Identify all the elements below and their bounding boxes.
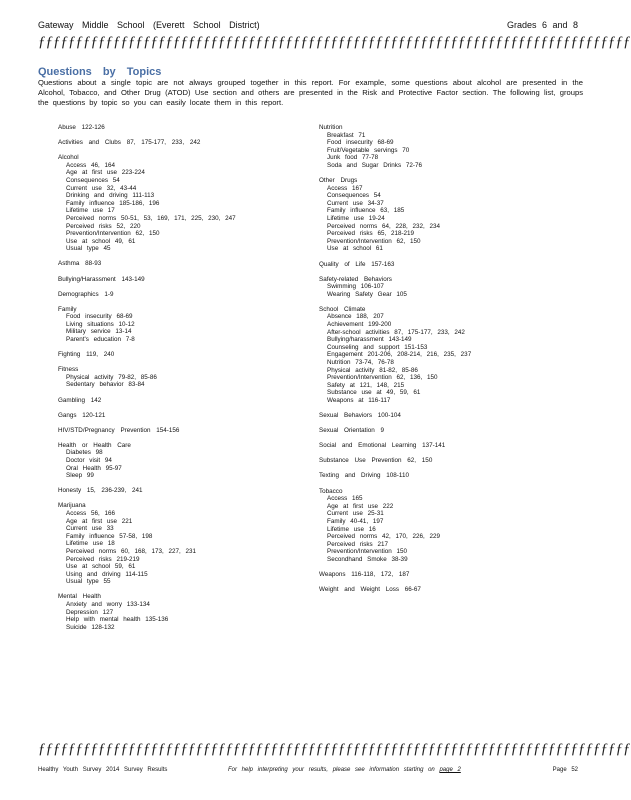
top-divider: ƒƒƒƒƒƒƒƒƒƒƒƒƒƒƒƒƒƒƒƒƒƒƒƒƒƒƒƒƒƒƒƒƒƒƒƒƒƒƒƒƒƒƒƒƒƒƒƒƒƒƒƒƒƒƒƒƒƒƒƒƒƒƒƒƒƒƒƒƒƒƒƒƒƒƒƒƒƒƒ <box>38 34 631 50</box>
topic-title: Social and Emotional Learning 137-141 <box>319 442 446 450</box>
topic-group <box>58 260 298 268</box>
topic-group <box>58 412 298 420</box>
topic-subitem: Perceived norms 50-51, 53, 169, 171, 225, 230, 247 <box>66 214 236 222</box>
topic-subitem: Swimming 106-107 <box>327 283 384 291</box>
topic-subitem: Living situations 10-12 <box>66 320 135 328</box>
topic-group <box>319 586 569 594</box>
topic-title: Activities and Clubs 87, 175-177, 233, 242 <box>58 139 201 147</box>
topic-subitem: Lifetime use 16 <box>327 525 376 533</box>
topic-subitem: Consequences 54 <box>327 192 381 200</box>
topic-title: Nutrition <box>319 124 343 131</box>
report-school-header: Gateway Middle School (Everett School District) <box>38 20 260 30</box>
footer-help-text: For help interpreting your results, please see information starting on <box>228 767 435 773</box>
topic-subitem: Secondhand Smoke 38-39 <box>327 555 408 563</box>
topic-title: Tobacco <box>319 487 343 495</box>
topic-title: Mental Health <box>58 593 101 601</box>
topic-group <box>58 442 298 480</box>
topic-title: Alcohol <box>58 154 79 162</box>
topic-subitem: Access 167 <box>327 184 363 192</box>
topic-title: Weapons 116-118, 172, 187 <box>319 571 410 578</box>
topic-subitem: Use at school 49, 61 <box>66 237 136 245</box>
topic-subitem: Use at school 61 <box>327 245 383 253</box>
topic-group <box>319 124 569 170</box>
topic-title: Substance Use Prevention 62, 150 <box>319 457 433 465</box>
topic-group <box>58 397 298 405</box>
topic-subitem: Current use 25-31 <box>327 510 384 518</box>
topic-group <box>319 442 569 450</box>
topic-subitem: Lifetime use 19-24 <box>327 215 385 223</box>
topic-subitem: Family 40-41, 197 <box>327 517 384 525</box>
topic-subitem: Perceived norms 42, 170, 226, 229 <box>327 533 441 541</box>
bottom-divider: ƒƒƒƒƒƒƒƒƒƒƒƒƒƒƒƒƒƒƒƒƒƒƒƒƒƒƒƒƒƒƒƒƒƒƒƒƒƒƒƒƒƒƒƒƒƒƒƒƒƒƒƒƒƒƒƒƒƒƒƒƒƒƒƒƒƒƒƒƒƒƒƒƒƒƒƒƒƒƒ <box>38 741 631 757</box>
topic-subitem: Anxiety and worry 133-134 <box>66 601 150 608</box>
topic-group <box>58 139 298 147</box>
footer-page-link[interactable]: page 2 <box>439 767 461 773</box>
topic-title: Safety-related Behaviors <box>319 275 392 283</box>
topic-subitem: Perceived risks 52, 220 <box>66 222 141 230</box>
topic-title: Bullying/Harassment 143-149 <box>58 275 145 283</box>
topic-subitem: Achievement 199-200 <box>327 321 392 329</box>
footer-survey-title: Healthy Youth Survey 2014 Survey Results <box>38 767 168 773</box>
topic-subitem: Prevention/Intervention 62, 150 <box>66 230 160 238</box>
topic-group <box>58 427 298 435</box>
topic-subitem: Food insecurity 68-69 <box>327 139 394 147</box>
topic-title: Marijuana <box>58 502 86 510</box>
topic-subitem: Wearing Safety Gear 105 <box>327 290 407 298</box>
topic-subitem: Perceived risks 219-219 <box>66 555 140 563</box>
topic-title: Other Drugs <box>319 177 358 185</box>
topic-group <box>58 502 298 586</box>
topic-subitem: Family influence 63, 185 <box>327 207 405 215</box>
topic-subitem: Use at school 59, 61 <box>66 563 136 571</box>
topic-subitem: Bullying/harassment 143-149 <box>327 336 412 344</box>
topic-group <box>58 366 298 389</box>
section-title: Questions by Topics <box>38 66 162 78</box>
topic-title: School Climate <box>319 305 366 313</box>
topic-group <box>58 276 298 284</box>
topic-subitem: Age at first use 223-224 <box>66 169 145 177</box>
topic-subitem: Suicide 128-132 <box>66 623 115 631</box>
topic-group <box>319 571 569 579</box>
topic-group <box>319 261 569 269</box>
topic-subitem: Usual type 45 <box>66 245 111 253</box>
topic-subitem: Substance use at 49, 59, 61 <box>327 389 421 397</box>
topics-right-column <box>319 124 569 601</box>
topic-subitem: Family influence 185-186, 196 <box>66 199 160 207</box>
topic-subitem: Perceived norms 64, 228, 232, 234 <box>327 222 441 230</box>
topic-subitem: Counseling and support 151-153 <box>327 343 428 351</box>
topic-title: Texting and Driving 108-110 <box>319 472 409 480</box>
topic-subitem: Access 56, 166 <box>66 509 116 517</box>
topic-subitem: Current use 34-37 <box>327 199 384 207</box>
section-intro: Questions about a single topic are not always grouped together in this report. For example, some questions about alcohol are presented in the Alcohol, Tobacco, and Other Drug (ATOD) Use section and others are presented in the Risk and Protective Factor section. The following list, groups the questions by topic so you can easily locate them in this report. <box>38 78 583 107</box>
topic-subitem: Age at first use 222 <box>327 502 394 510</box>
topic-subitem: Soda and Sugar Drinks 72-76 <box>327 161 422 169</box>
topic-subitem: Prevention/Intervention 62, 150 <box>327 237 421 245</box>
topic-group <box>319 488 569 564</box>
topic-group <box>58 351 298 359</box>
footer-help-note <box>228 767 461 773</box>
topic-title: Demographics 1-9 <box>58 290 114 298</box>
topic-subitem: Lifetime use 18 <box>66 540 115 548</box>
topic-subitem: Food insecurity 68-69 <box>66 313 133 321</box>
report-grades-header: Grades 6 and 8 <box>506 20 578 30</box>
topic-title: HIV/STD/Pregnancy Prevention 154-156 <box>58 426 180 434</box>
topic-subitem: Oral Health 95-97 <box>66 464 122 472</box>
topic-subitem: Diabetes 98 <box>66 449 103 457</box>
topic-title: Weight and Weight Loss 66-67 <box>319 586 421 594</box>
topic-group <box>319 177 569 253</box>
topic-subitem: Consequences 54 <box>66 176 120 184</box>
topic-subitem: Current use 32, 43-44 <box>66 184 137 192</box>
topic-subitem: After-school activities 87, 175-177, 233, 242 <box>327 328 465 336</box>
topic-group <box>58 487 298 495</box>
topic-subitem: Nutrition 73-74, 76-78 <box>327 359 394 367</box>
topic-subitem: Physical activity 79-82, 85-86 <box>66 373 157 381</box>
topic-subitem: Military service 13-14 <box>66 328 132 336</box>
topic-subitem: Sedentary behavior 83-84 <box>66 381 145 389</box>
topic-subitem: Help with mental health 135-136 <box>66 616 169 624</box>
topic-subitem: Access 165 <box>327 495 363 503</box>
topic-group <box>319 306 569 405</box>
topic-title: Quality of Life 157-163 <box>319 260 395 268</box>
topic-subitem: Breakfast 71 <box>327 131 366 139</box>
topic-title: Health or Health Care <box>58 441 131 449</box>
topic-subitem: Depression 127 <box>66 608 114 616</box>
topic-title: Fitness <box>58 366 79 374</box>
topic-title: Asthma 88-93 <box>58 260 102 268</box>
topic-title: Family <box>58 305 77 313</box>
topic-group <box>58 291 298 299</box>
topic-group <box>58 306 298 344</box>
topic-title: Fighting 119, 240 <box>58 351 115 359</box>
topic-group <box>319 472 569 480</box>
topic-group <box>319 276 569 299</box>
topic-subitem: Perceived norms 60, 168, 173, 227, 231 <box>66 547 197 555</box>
topic-subitem: Perceived risks 217 <box>327 540 388 548</box>
topic-subitem: Using and driving 114-115 <box>66 570 148 578</box>
page-number: Page 52 <box>552 767 578 773</box>
topic-group <box>58 124 298 132</box>
topic-title: Gangs 120-121 <box>58 411 106 419</box>
topic-subitem: Weapons at 116-117 <box>327 397 391 404</box>
topic-subitem: Parent's education 7-8 <box>66 336 135 344</box>
topic-group <box>58 154 298 253</box>
topic-title: Honesty 15, 236-239, 241 <box>58 487 143 495</box>
topic-title: Gambling 142 <box>58 396 102 404</box>
topic-subitem: Perceived risks 65, 218-219 <box>327 230 415 238</box>
topic-title: Abuse 122-126 <box>58 124 105 131</box>
topic-group <box>319 427 569 435</box>
topic-subitem: Physical activity 81-82, 85-86 <box>327 366 418 374</box>
topic-subitem: Access 46, 164 <box>66 161 116 169</box>
topic-subitem: Current use 33 <box>66 525 114 533</box>
topic-subitem: Sleep 99 <box>66 472 94 480</box>
topic-subitem: Age at first use 221 <box>66 517 133 525</box>
topic-subitem: Doctor visit 94 <box>66 457 112 464</box>
topic-subitem: Lifetime use 17 <box>66 207 115 215</box>
topic-subitem: Family influence 57-58, 198 <box>66 532 153 540</box>
topic-title: Sexual Behaviors 100-104 <box>319 412 401 420</box>
topic-subitem: Drinking and driving 111-113 <box>66 192 155 200</box>
topic-subitem: Prevention/Intervention 150 <box>327 548 408 556</box>
topic-group <box>319 412 569 420</box>
topic-subitem: Absence 188, 207 <box>327 313 384 321</box>
topic-subitem: Usual type 55 <box>66 578 111 586</box>
topic-subitem: Junk food 77-78 <box>327 154 379 162</box>
topic-subitem: Safety at 121, 148, 215 <box>327 381 405 389</box>
topic-subitem: Engagement 201-206, 208-214, 216, 235, 237 <box>327 351 472 359</box>
topics-left-column <box>58 124 298 639</box>
topic-group <box>319 457 569 465</box>
topic-title: Sexual Orientation 9 <box>319 427 385 435</box>
topic-group <box>58 593 298 631</box>
topic-subitem: Fruit/Vegetable servings 70 <box>327 146 410 154</box>
topic-subitem: Prevention/Intervention 62, 136, 150 <box>327 374 438 382</box>
